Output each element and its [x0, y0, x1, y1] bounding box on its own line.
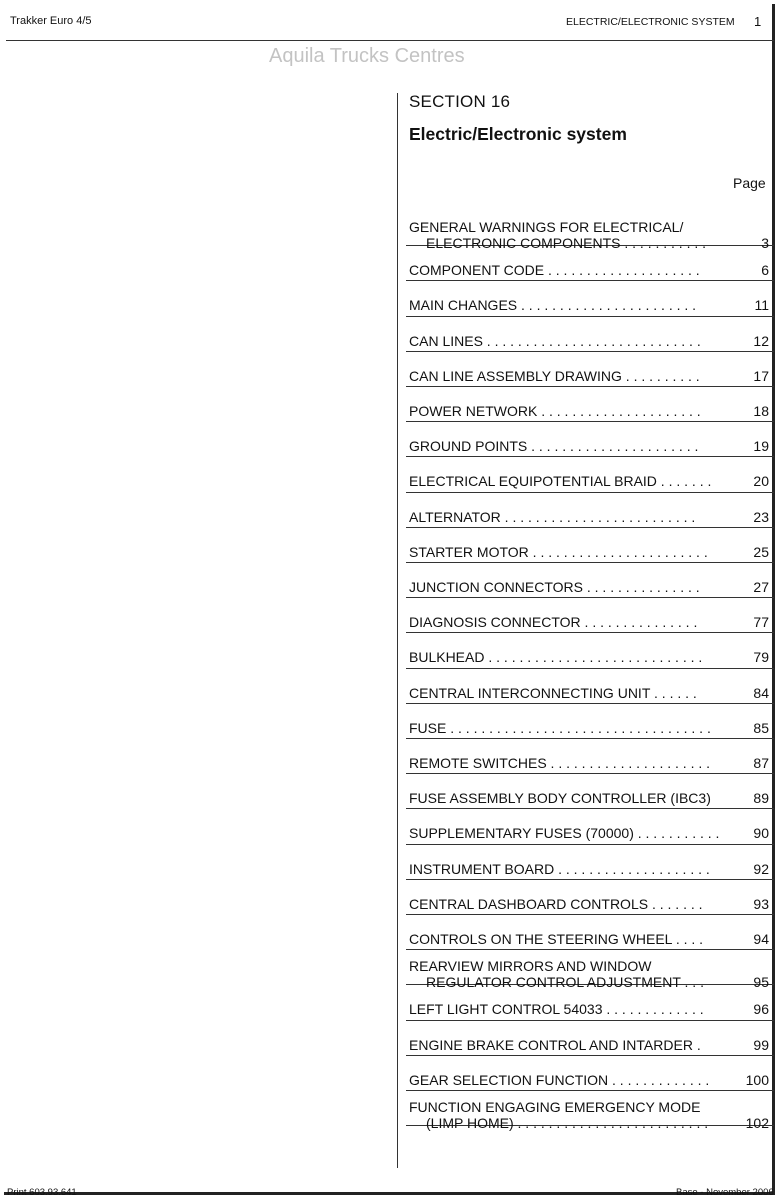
toc-entry-line1: REMOTE SWITCHES . . . . . . . . . . . . . . . . . . . . .: [409, 755, 711, 771]
toc-entry: [406, 1090, 774, 1131]
toc-entry-title: [409, 403, 701, 419]
toc-entry-title: [409, 509, 695, 525]
toc-entry-title: [409, 685, 697, 701]
toc-entry-title: [409, 438, 698, 454]
toc-entry-title: [409, 368, 700, 384]
toc-entry-page: 94: [753, 931, 769, 947]
toc-entry-page: 87: [753, 755, 769, 771]
toc-entry-line1: BULKHEAD . . . . . . . . . . . . . . . . . . . . . . . . . . . .: [409, 649, 703, 666]
header-model: Trakker Euro 4/5: [10, 15, 92, 27]
toc-entry-line1: GROUND POINTS . . . . . . . . . . . . . . . . . . . . . .: [409, 438, 699, 455]
toc-entry: [406, 492, 774, 528]
toc-entry-page: 11: [754, 297, 769, 314]
toc-entry-line1: INSTRUMENT BOARD . . . . . . . . . . . . . . . . . . . .: [409, 860, 710, 877]
toc-entry-title: [409, 262, 700, 278]
toc-entry-page: 96: [753, 1001, 769, 1018]
toc-entry: [406, 738, 774, 774]
toc-entry-line1: MAIN CHANGES . . . . . . . . . . . . . . . . . . . . . . .: [409, 297, 697, 314]
toc-entry-title: [409, 931, 703, 947]
footer-edition: Base - November 2006: [676, 1187, 774, 1198]
toc-entry: [406, 984, 774, 1020]
toc-entry-line2: (LIMP HOME) . . . . . . . . . . . . . . . . . . . . . . . . .: [426, 1115, 709, 1131]
toc-entry-page: 99: [753, 1036, 769, 1053]
toc-entry-page: 100: [745, 1071, 769, 1088]
toc-entry-title: [409, 649, 702, 665]
toc-entry-line1: GEAR SELECTION FUNCTION . . . . . . . . . . . . .: [409, 1071, 710, 1088]
toc-entry-page: 90: [753, 825, 769, 842]
toc-entry-page: 23: [753, 508, 769, 525]
toc-entry-line1: JUNCTION CONNECTORS . . . . . . . . . . . . . . .: [409, 579, 700, 595]
toc-entry-line1: ALTERNATOR . . . . . . . . . . . . . . . . . . . . . . . . .: [409, 508, 696, 525]
toc-entry-page: 25: [753, 543, 769, 560]
toc-entry: [406, 245, 774, 281]
toc-entry-line1: CONTROLS ON THE STEERING WHEEL . . . .: [409, 931, 704, 947]
toc-entry-line2: ELECTRONIC COMPONENTS . . . . . . . . . . .: [426, 235, 707, 251]
footer-print-code: Print 603.93.641: [7, 1187, 77, 1198]
toc-entry: [406, 668, 774, 704]
toc-entry-line1: CENTRAL INTERCONNECTING UNIT . . . . . .: [409, 684, 697, 701]
section-title: Electric/Electronic system: [409, 124, 627, 144]
toc-entry-line1: ENGINE BRAKE CONTROL AND INTARDER .: [409, 1036, 701, 1053]
toc-entry-page: 93: [753, 895, 769, 912]
toc-entry-title: [409, 861, 710, 877]
toc-entry-line1: ELECTRICAL EQUIPOTENTIAL BRAID . . . . . . .: [409, 473, 712, 490]
toc-entry: [406, 351, 774, 387]
toc-entry: [406, 421, 774, 457]
toc-entry-title: [409, 473, 711, 489]
toc-entry-page: 84: [753, 684, 769, 701]
column-divider: [397, 93, 398, 1168]
toc-entry-title: [409, 333, 701, 349]
toc-entry-line1: LEFT LIGHT CONTROL 54033 . . . . . . . . . . . . .: [409, 1001, 704, 1018]
header-section-title: ELECTRIC/ELECTRONIC SYSTEM: [566, 16, 735, 28]
toc-entry: [406, 456, 774, 492]
toc-entry-page: 102: [745, 1115, 769, 1131]
header-divider: [6, 40, 774, 41]
toc-entry-line1: FUSE ASSEMBLY BODY CONTROLLER (IBC3): [409, 790, 711, 807]
toc-entry: [406, 386, 774, 422]
toc-entry: [406, 210, 774, 251]
toc-entry-page: 6: [761, 262, 769, 279]
toc-entry-page: 3: [761, 235, 769, 251]
toc-entry-line1: COMPONENT CODE . . . . . . . . . . . . . . . . . . . .: [409, 262, 700, 279]
toc-entry-page: 17: [753, 367, 769, 384]
toc-entry: [406, 527, 774, 563]
toc-entry-line1: STARTER MOTOR . . . . . . . . . . . . . . . . . . . . . . .: [409, 543, 708, 560]
toc-entry-line1: SUPPLEMENTARY FUSES (70000) . . . . . . . . . . .: [409, 825, 720, 842]
toc-entry: [406, 280, 774, 316]
toc-entry: [406, 914, 774, 950]
toc-entry: [406, 1055, 774, 1091]
toc-entry-title: [409, 297, 696, 313]
toc-entry-title: [409, 896, 703, 912]
toc-entry: [406, 844, 774, 880]
toc-entry-line1: GENERAL WARNINGS FOR ELECTRICAL/: [409, 219, 684, 235]
toc-entry: [406, 879, 774, 915]
toc-entry-title: [409, 579, 700, 595]
toc-entry-page: 95: [753, 974, 769, 991]
toc-entry: [406, 949, 774, 991]
toc-entry-line1: POWER NETWORK . . . . . . . . . . . . . . . . . . . . .: [409, 403, 701, 419]
toc-entry: [406, 773, 774, 809]
section-label: SECTION 16: [409, 92, 511, 111]
toc-entry-title: [409, 720, 711, 736]
toc-entry: [406, 562, 774, 598]
toc-entry-line1: REARVIEW MIRRORS AND WINDOW: [409, 958, 652, 975]
toc-entry: [406, 632, 774, 668]
toc-entry-page: 79: [753, 649, 769, 666]
toc-entry-title: [409, 1099, 708, 1131]
toc-entry-title: [409, 1037, 701, 1053]
toc-entry-title: [409, 1001, 704, 1017]
toc-entry-line1: CAN LINES . . . . . . . . . . . . . . . . . . . . . . . . . . . .: [409, 332, 701, 349]
toc-entry: [406, 808, 774, 844]
toc-entry-page: 89: [753, 790, 769, 807]
toc-entry-page: 20: [753, 473, 769, 490]
toc-entry-title: [409, 1072, 709, 1088]
toc-entry-page: 27: [753, 579, 769, 595]
header-page-number: 1: [754, 14, 762, 29]
toc-entry: [406, 703, 774, 739]
toc-entry: [406, 597, 774, 633]
toc-entry-line1: DIAGNOSIS CONNECTOR . . . . . . . . . . . . . . .: [409, 614, 698, 631]
page-header: [10, 15, 770, 35]
toc-entry-line1: FUSE . . . . . . . . . . . . . . . . . . . . . . . . . . . . . . . . . .: [409, 719, 711, 736]
toc-entry-page: 77: [753, 614, 769, 631]
toc-entry: [406, 316, 774, 352]
toc-entry-line1: FUNCTION ENGAGING EMERGENCY MODE: [409, 1099, 701, 1115]
toc-entry-title: [409, 614, 697, 630]
toc-entry-line1: CENTRAL DASHBOARD CONTROLS . . . . . . .: [409, 895, 703, 912]
toc-entry-page: 92: [753, 860, 769, 877]
toc-entry-page: 12: [753, 332, 769, 349]
toc-entry-title: [409, 790, 711, 806]
toc-entry-title: [409, 755, 710, 771]
watermark: Aquila Trucks Centres: [269, 45, 465, 67]
page-column-header: Page: [733, 175, 766, 191]
toc-entry-line1: CAN LINE ASSEMBLY DRAWING . . . . . . . . . .: [409, 367, 700, 384]
toc-entry-page: 85: [753, 719, 769, 736]
toc-entry-title: [409, 825, 719, 841]
toc-entry-line2: REGULATOR CONTROL ADJUSTMENT . . .: [426, 974, 704, 991]
toc-entry-page: 19: [753, 438, 769, 455]
toc-entry: [406, 1020, 774, 1056]
toc-entry-page: 18: [753, 403, 769, 419]
toc-entry-title: [409, 544, 708, 560]
